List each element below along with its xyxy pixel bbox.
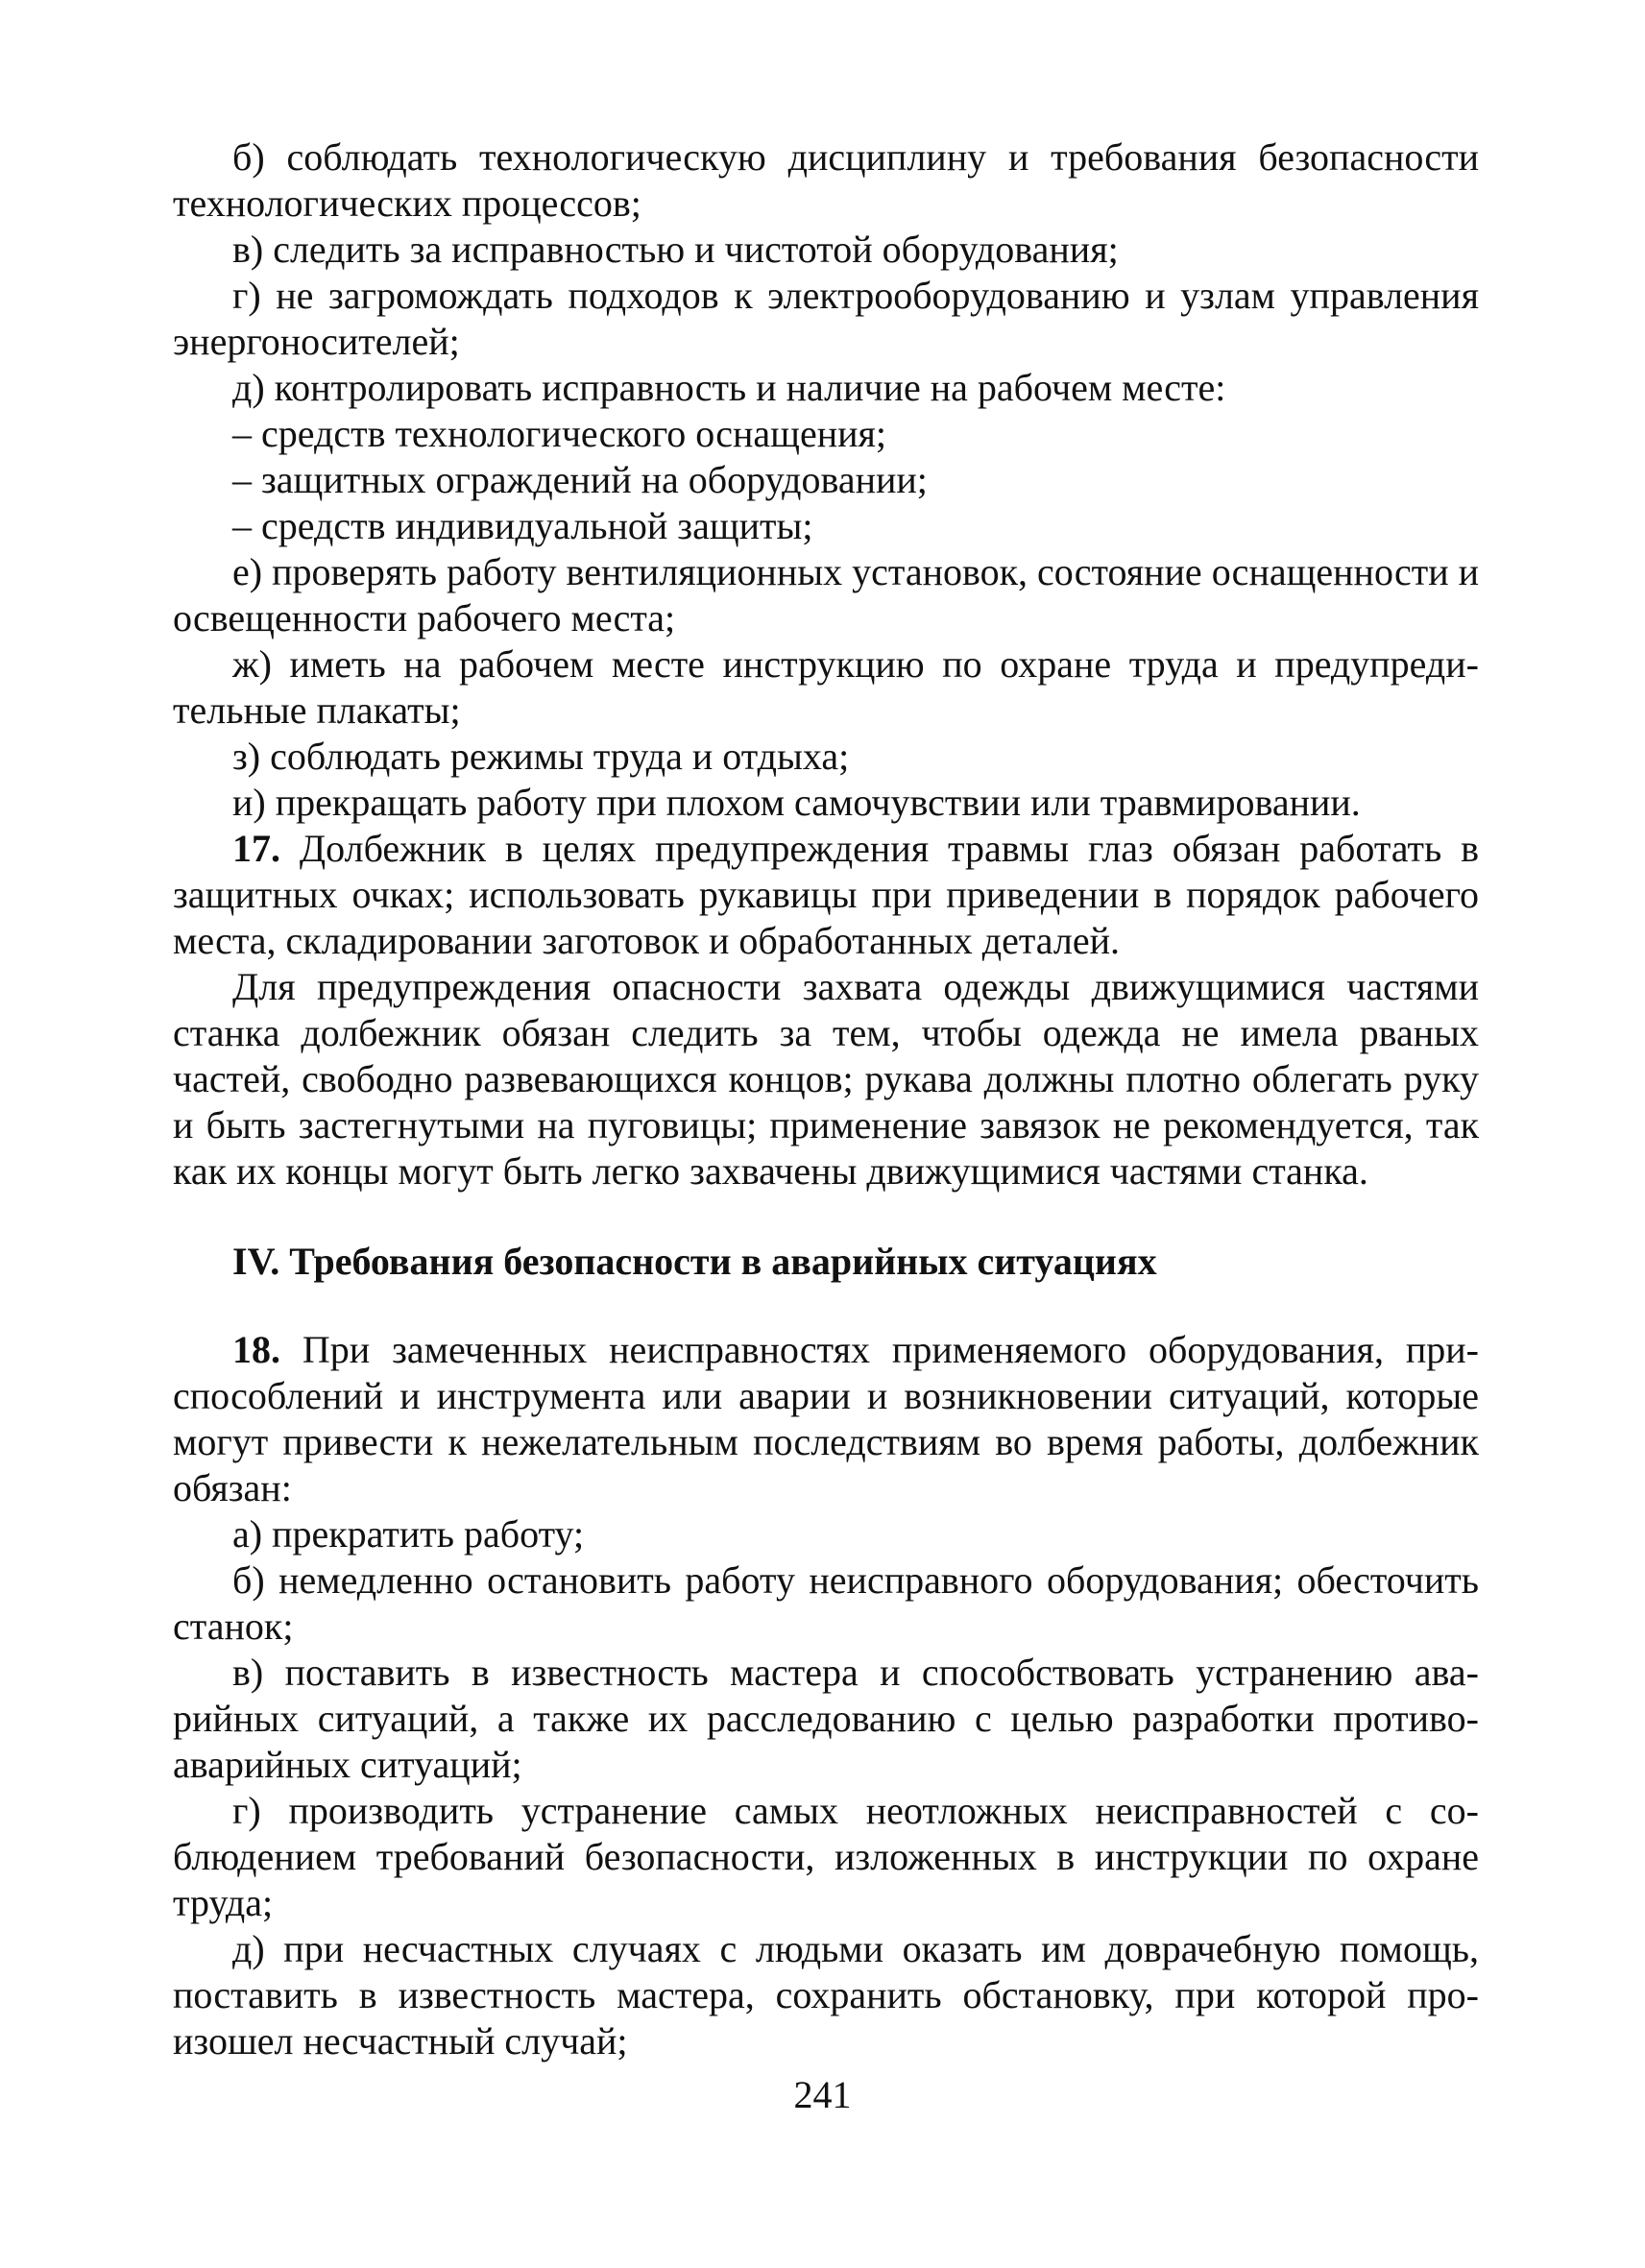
item-18-number: 18. — [232, 1328, 280, 1371]
dash-item: – средств технологического оснащения; — [232, 412, 887, 455]
item-17-number: 17. — [232, 827, 280, 870]
dash-item: – защитных ограждений на оборудовании; — [232, 458, 928, 501]
item-18 — [173, 1327, 1479, 1511]
list-item: б) немедленно остановить работу неисправного оборудования; обесточить станок; — [173, 1558, 1479, 1648]
list-item: ж) иметь на рабочем месте инструкцию по охране труда и предупредительные плакаты; — [173, 642, 1479, 732]
page-body — [173, 134, 1479, 2064]
section-heading: IV. Требования безопасности в аварийных ситуациях — [232, 1240, 1157, 1283]
list-item: г) производить устранение самых неотложных неисправностей с соблюдением требований безопасности, изложенных в инструкции по охране труда; — [173, 1789, 1479, 1924]
list-item: б) соблюдать технологическую дисциплину и требования безопасности технологических процессов; — [173, 135, 1479, 225]
list-item: е) проверять работу вентиляционных установок, состояние оснащенности и освещенности рабочего места; — [173, 550, 1480, 639]
dash-item: – средств индивидуальной защиты; — [232, 504, 813, 547]
item-17-text: Долбежник в целях предупреждения травмы глаз обязан работать в защитных очках; использовать рукавицы при приведении в порядок рабочего места, складировании заготовок и обработанных деталей. — [173, 827, 1479, 962]
list-item: д) при несчастных случаях с людьми оказать им доврачебную помощь, поставить в известность мастера, сохранить обстановку, при которой произошел несчастный случай; — [173, 1927, 1479, 2063]
list-item: в) следить за исправностью и чистотой оборудования; — [232, 228, 1119, 271]
list-item: и) прекращать работу при плохом самочувствии или травмировании. — [232, 781, 1361, 824]
item-17-paragraph-2: Для предупреждения опасности захвата одежды движущимися частями станка долбежник обязан следить за тем, чтобы одежда не имела рваных частей, свободно развевающихся концов; рукава должны плотно облегать руку и быть застегнутыми на пуговицы; применение завязок не рекомендуется, так как их концы могут быть легко захвачены движущимися частями станка. — [173, 965, 1479, 1193]
list-item: а) прекратить работу; — [232, 1512, 585, 1556]
list-item: з) соблюдать режимы труда и отдыха; — [232, 735, 850, 778]
page-number: 241 — [793, 2073, 852, 2116]
item-18-text: При замеченных неисправностях применяемого оборудования, приспособлений и инструмента или аварии и возникновении ситуаций, которые могут привести к нежелательным последствиям во время работы, долбежник обязан: — [173, 1328, 1479, 1509]
list-item: в) поставить в известность мастера и способствовать устранению аварийных ситуаций, а также их расследованию с целью разработки противоаварийных ситуаций; — [173, 1651, 1479, 1786]
list-item: д) контролировать исправность и наличие на рабочем месте: — [232, 366, 1226, 409]
list-item: г) не загромождать подходов к электрооборудованию и узлам управления энергоносителей; — [173, 274, 1479, 363]
item-17 — [173, 826, 1479, 964]
